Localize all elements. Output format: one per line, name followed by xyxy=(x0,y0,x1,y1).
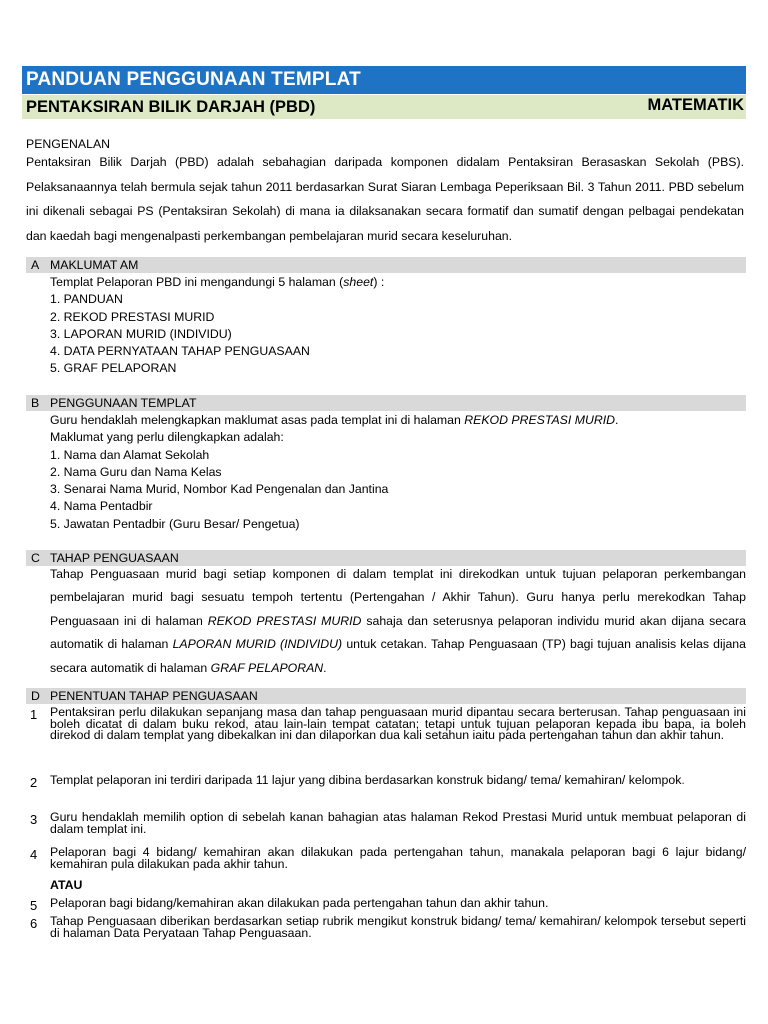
list-item: 1. Nama dan Alamat Sekolah xyxy=(50,447,210,462)
list-item: 4. Nama Pentadbir xyxy=(50,499,153,514)
list-item: 5. GRAF PELAPORAN xyxy=(50,361,177,376)
section-b-header xyxy=(26,395,746,411)
list-item: 1. PANDUAN xyxy=(50,292,123,307)
item-text: Tahap Penguasaan diberikan berdasarkan setiap rubrik mengikut konstruk bidang/ tema/ kemahiran/ kelompok tersebut seperti di halaman Data Peryataan Tahap Penguasaan. xyxy=(50,914,746,940)
section-a-letter: A xyxy=(31,258,40,272)
section-b-body xyxy=(50,412,746,533)
intro-title: PENGENALAN xyxy=(26,137,111,151)
section-a-lead: Templat Pelaporan PBD ini mengandungi 5 halaman (sheet) : xyxy=(50,275,385,289)
list-item: 2. REKOD PRESTASI MURID xyxy=(50,309,215,324)
list-item: 5. Jawatan Pentadbir (Guru Besar/ Pengetua) xyxy=(50,516,300,531)
section-a-header xyxy=(26,257,746,273)
list-item: 3. LAPORAN MURID (INDIVIDU) xyxy=(50,326,232,341)
section-a-title: MAKLUMAT AM xyxy=(50,258,139,272)
section-a-body xyxy=(50,274,746,378)
section-b-lead2: Maklumat yang perlu dilengkapkan adalah: xyxy=(50,430,284,445)
list-item: 2. Nama Guru dan Nama Kelas xyxy=(50,464,222,479)
section-b-letter: B xyxy=(31,396,40,410)
section-d-letter: D xyxy=(31,689,40,703)
item-number: 6 xyxy=(30,916,38,931)
section-d-title: PENENTUAN TAHAP PENGUASAAN xyxy=(50,689,258,703)
item-number: 4 xyxy=(30,847,38,862)
list-item: 3. Senarai Nama Murid, Nombor Kad Pengenalan dan Jantina xyxy=(50,482,389,497)
item-number: 5 xyxy=(30,898,38,913)
section-c-paragraph: Tahap Penguasaan murid bagi setiap komponen di dalam templat ini direkodkan untuk tujuan pelaporan perkembangan pembelajaran murid bagi sesuatu tempoh tertentu (Pertengahan / Akhir Tahun). Guru hanya perlu merekodkan Tahap Penguasaan ini di halaman REKOD PRESTASI MURID sahaja dan seterusnya pelaporan individu murid akan dijana secara automatik di halaman LAPORAN MURID (INDIVIDU) untuk cetakan. Tahap Penguasaan (TP) bagi tujuan analisis kelas dijana secara automatik di halaman GRAF PELAPORAN. xyxy=(50,567,746,675)
item-text: Pelaporan bagi 4 bidang/ kemahiran akan dilakukan pada pertengahan tahun, manakala pelaporan bagi 6 lajur bidang/ kemahiran pula dilakukan pada akhir tahun. xyxy=(50,845,746,871)
section-b-lead: Guru hendaklah melengkapkan maklumat asas pada templat ini di halaman REKOD PRESTASI MURID. xyxy=(50,413,619,427)
intro-paragraph: Pentaksiran Bilik Darjah (PBD) adalah sebahagian daripada komponen didalam Pentaksiran Berasaskan Sekolah (PBS). Pelaksanaannya telah bermula sejak tahun 2011 berdasarkan Surat Siaran Lembaga Peperiksaan Bil. 3 Tahun 2011. PBD sebelum ini dikenali sebagai PS (Pentaksiran Sekolah) di mana ia dilaksanakan secara formatif dan sumatif dengan pelbagai pendekatan dan kaedah bagi mengenalpasti perkembangan pembelajaran murid secara keseluruhan. xyxy=(26,155,744,243)
section-c-title: TAHAP PENGUASAAN xyxy=(50,551,179,565)
section-d-header xyxy=(26,688,746,704)
item-text: Pentaksiran perlu dilakukan sepanjang masa dan tahap penguasaan murid dipantau secara berterusan. Tahap penguasaan ini boleh dicatat di dalam buku rekod, atau lain-lain tempat catatan; tetapi untuk tujuan pelaporan kepada ibu bapa, ia boleh direkod di dalam templat yang dibekalkan ini dan dilaporkan dua kali setahun iaitu pada pertengahan tahun dan akhir tahun. xyxy=(50,705,746,742)
item-number: 1 xyxy=(30,707,38,722)
document-subtitle-bar xyxy=(22,95,746,119)
item-text: Templat pelaporan ini terdiri daripada 11 lajur yang dibina berdasarkan konstruk bidang/ tema/ kemahiran/ kelompok. xyxy=(50,773,685,787)
or-label: ATAU xyxy=(50,878,83,892)
document-title: PANDUAN PENGGUNAAN TEMPLAT xyxy=(22,66,746,94)
item-number: 3 xyxy=(30,812,38,827)
subject-label: MATEMATIK xyxy=(647,96,744,114)
item-number: 2 xyxy=(30,775,38,790)
document-subtitle: PENTAKSIRAN BILIK DARJAH (PBD) xyxy=(26,98,316,116)
list-item: 4. DATA PERNYATAAN TAHAP PENGUASAAN xyxy=(50,344,310,359)
item-text: Pelaporan bagi bidang/kemahiran akan dilakukan pada pertengahan tahun dan akhir tahun. xyxy=(50,896,549,910)
section-c-letter: C xyxy=(31,551,40,565)
section-b-title: PENGGUNAAN TEMPLAT xyxy=(50,396,197,410)
item-text: Guru hendaklah memilih option di sebelah kanan bahagian atas halaman Rekod Prestasi Murid untuk membuat pelaporan di dalam templat ini. xyxy=(50,810,746,836)
